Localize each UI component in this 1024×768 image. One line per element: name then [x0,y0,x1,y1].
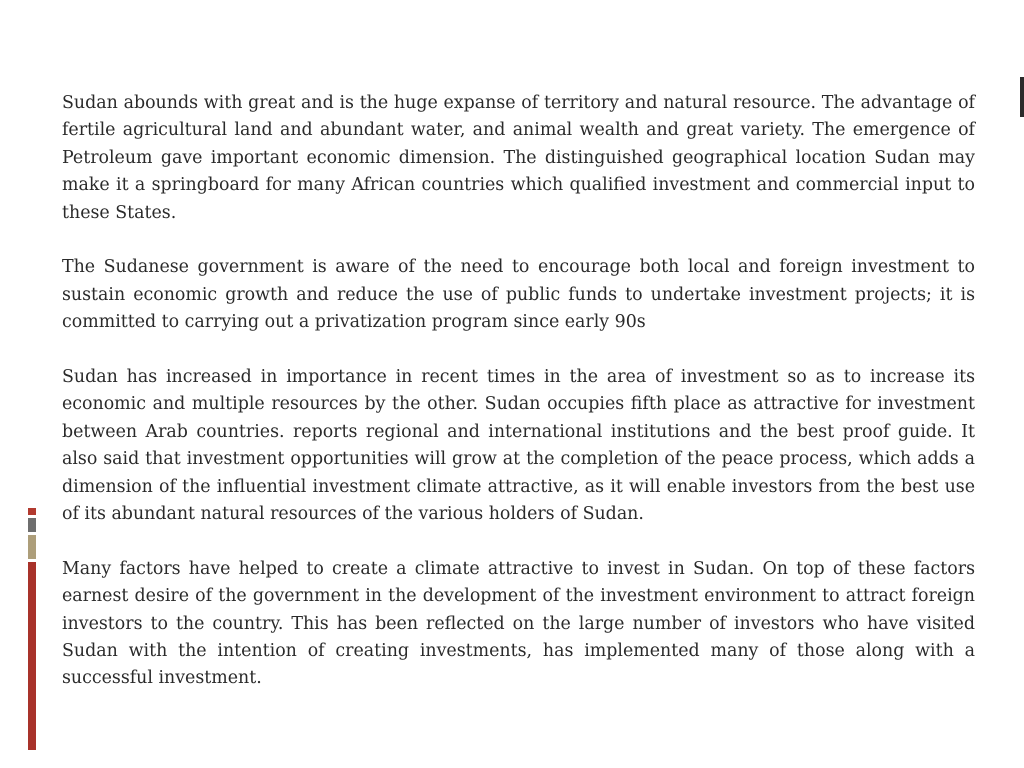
paragraph-3: Sudan has increased in importance in recent times in the area of investment so as to increase its economic and multiple resources by the other. Sudan occupies fifth place as attractive for investment between Arab countries. reports regional and international institutions and the best proof guide. It also said that investment opportunities will grow at the completion of the peace process, which adds a dimension of the influential investment climate attractive, as it will enable investors from the best use of its abundant natural resources of the various holders of Sudan. [62,367,975,525]
accent-bar-tan [28,535,36,559]
accent-bar-red-small [28,508,36,515]
slide-body [62,90,975,720]
left-accent-bars [28,508,38,753]
paragraph-1: Sudan abounds with great and is the huge expanse of territory and natural resource. The advantage of fertile agricultural land and abundant water, and animal wealth and great variety. The emergence of Petroleum gave important economic dimension. The distinguished geographical location Sudan may make it a springboard for many African countries which qualified investment and commercial input to these States. [62,93,975,223]
accent-bar-gray [28,518,36,532]
paragraph-4: Many factors have helped to create a climate attractive to invest in Sudan. On top of these factors earnest desire of the government in the development of the investment environment to attract foreign investors to the country. This has been reflected on the large number of investors who have visited Sudan with the intention of creating investments, has implemented many of those along with a successful investment. [62,558,975,689]
accent-bar-red-long [28,562,36,750]
paragraph-2: The Sudanese government is aware of the need to encourage both local and foreign investment to sustain economic growth and reduce the use of public funds to undertake investment projects; it is committed to carrying out a privatization program since early 90s [62,257,975,333]
corner-bar [1020,77,1024,117]
